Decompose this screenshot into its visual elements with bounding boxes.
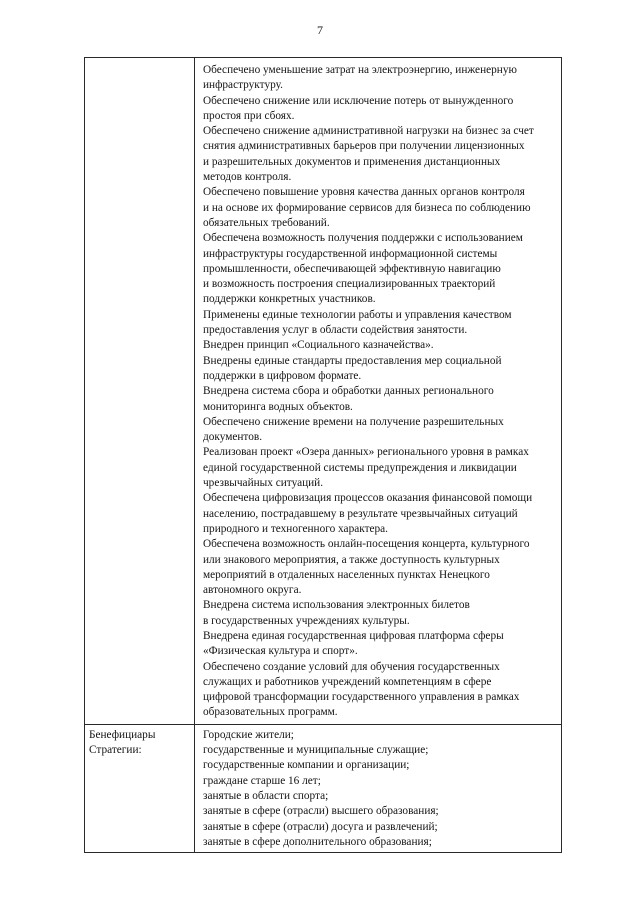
beneficiary-item: граждане старше 16 лет; [203, 774, 321, 787]
result-paragraph: Обеспечено создание условий для обучения государственных служащих и работников учреждений компетенциям в сфере цифровой трансформации государственного управления в рамках образовательных программ. [203, 660, 520, 719]
page-number: 7 [317, 23, 323, 37]
beneficiaries-content-cell [195, 724, 562, 852]
results-label-cell [85, 58, 195, 725]
beneficiary-item: занятые в сфере дополнительного образования; [203, 835, 432, 848]
result-paragraph: Реализован проект «Озера данных» регионального уровня в рамках единой государственной системы предупреждения и ликвидации чрезвычайных ситуаций. [203, 446, 529, 490]
beneficiary-item: занятые в сфере (отрасли) досуга и развлечений; [203, 820, 438, 833]
result-paragraph: Внедрен принцип «Социального казначейства». [203, 339, 434, 352]
result-paragraph: Обеспечено уменьшение затрат на электроэнергию, инженерную инфраструктуру. [203, 64, 517, 92]
result-paragraph: Внедрена система сбора и обработки данных регионального мониторинга водных объектов. [203, 385, 494, 413]
beneficiaries-label: Бенефициары Стратегии: [89, 728, 156, 757]
result-paragraph: Обеспечена цифровизация процессов оказания финансовой помощи населению, пострадавшему в результате чрезвычайных ситуаций природного и техногенного характера. [203, 492, 533, 535]
beneficiaries-label-cell [85, 724, 195, 852]
result-paragraph: Внедрены единые стандарты предоставления мер социальной поддержки в цифровом формате. [203, 354, 502, 382]
results-content-cell [195, 58, 562, 725]
result-paragraph: Внедрена единая государственная цифровая платформа сферы «Физическая культура и спорт». [203, 629, 504, 658]
result-paragraph: Обеспечена возможность получения поддержки с использованием инфраструктуры государственной информационной системы промышленности, обеспечивающей эффективную навигацию и возможность построения специализированных траекторий поддержки конкретных участников. [203, 232, 523, 306]
strategy-table [84, 57, 562, 853]
result-paragraph: Обеспечено повышение уровня качества данных органов контроля и на основе их формирование сервисов для бизнеса по соблюдению обязательных требований. [203, 186, 531, 229]
result-paragraph: Обеспечено снижение или исключение потерь от вынужденного простоя при сбоях. [203, 94, 514, 122]
beneficiaries-row [85, 724, 562, 852]
result-paragraph: Обеспечено снижение административной нагрузки на бизнес за счет снятия административных барьеров при получении лицензионных и разрешительных документов и применения дистанционных методов контроля. [203, 125, 534, 184]
beneficiary-item: государственные и муниципальные служащие; [203, 744, 429, 757]
result-paragraph: Применены единые технологии работы и управления качеством предоставления услуг в области содействия занятости. [203, 308, 512, 337]
beneficiary-item: занятые в области спорта; [203, 789, 329, 802]
results-row [85, 58, 562, 725]
beneficiary-item: занятые в сфере (отрасли) высшего образования; [203, 805, 439, 818]
result-paragraph: Обеспечено снижение времени на получение разрешительных документов. [203, 415, 504, 444]
result-paragraph: Обеспечена возможность онлайн-посещения концерта, культурного или знакового мероприятия, а также доступность культурных мероприятий в отдаленных населенных пунктах Ненецкого автономного округа. [203, 538, 530, 597]
beneficiary-item: Городские жители; [203, 728, 294, 741]
result-paragraph: Внедрена система использования электронных билетов в государственных учреждениях культуры. [203, 599, 470, 627]
beneficiary-item: государственные компании и организации; [203, 759, 410, 772]
